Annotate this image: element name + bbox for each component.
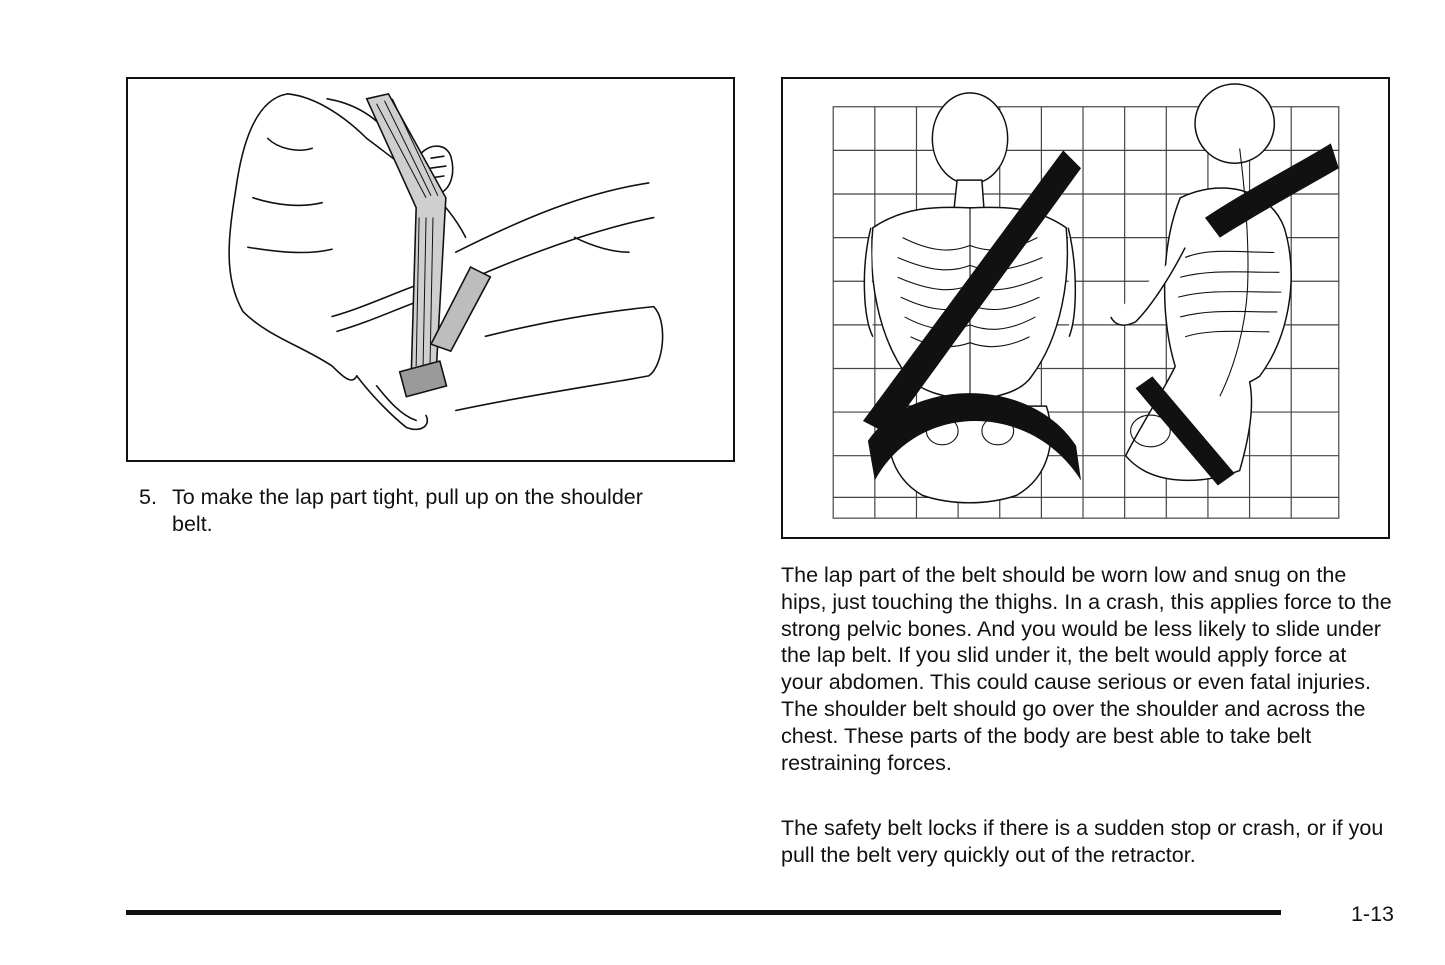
belt-lock-paragraph: The safety belt locks if there is a sudden stop or crash, or if you pull the belt very quickly out of the retractor. <box>781 816 1384 867</box>
step-number: 5. <box>139 485 157 509</box>
page-number: 1-13 <box>1350 902 1394 926</box>
belt-tightening-illustration <box>126 77 735 462</box>
step-5 <box>139 484 659 538</box>
belt-position-drawing <box>783 79 1388 537</box>
step-text: To make the lap part tight, pull up on the shoulder belt. <box>172 485 643 536</box>
lap-belt-paragraph: The lap part of the belt should be worn low and snug on the hips, just touching the thighs. In a crash, this applies force to the strong pelvic bones. And you would be less likely to slide under the lap belt. If you slid under it, the belt would apply force at your abdomen. This could cause serious or even fatal injuries. The shoulder belt should go over the shoulder and across the chest. These parts of the body are best able to take belt restraining forces. <box>781 563 1392 775</box>
footer-rule <box>126 910 1281 915</box>
belt-tightening-drawing <box>128 79 733 460</box>
belt-position-illustration <box>781 77 1390 539</box>
